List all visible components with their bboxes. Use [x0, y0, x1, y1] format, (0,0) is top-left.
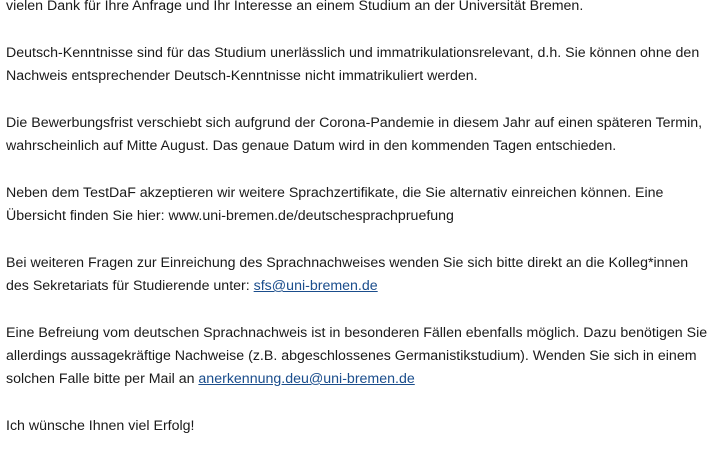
text-line: Ich wünsche Ihnen viel Erfolg! — [6, 418, 195, 434]
text-line: Die Bewerbungsfrist verschiebt sich aufgrund der Corona-Pandemie in diesem Jahr auf einen späteren Termin, — [6, 115, 703, 131]
paragraph-german-requirement — [6, 42, 708, 88]
paragraph-deadline — [6, 112, 708, 158]
text-segment: solchen Falle bitte per Mail an — [6, 371, 199, 387]
text-line: vielen Dank für Ihre Anfrage und Ihr Interesse an einem Studium an der Universität Bremen. — [6, 0, 584, 14]
paragraph-contact-secretariat — [6, 252, 708, 298]
text-segment: des Sekretariats für Studierende unter: — [6, 278, 254, 294]
email-link-sfs[interactable]: sfs@uni-bremen.de — [253, 278, 378, 294]
text-line: Deutsch-Kenntnisse sind für das Studium unerlässlich und immatrikulationsrelevant, d.h. Sie können ohne den — [6, 45, 700, 61]
text-line: Eine Befreiung vom deutschen Sprachnachweis ist in besonderen Fällen ebenfalls möglich. Dazu benötigen Sie — [6, 325, 708, 341]
paragraph-thanks — [6, 0, 708, 18]
text-line: allerdings aussagekräftige Nachweise (z.B. abgeschlossenes Germanistikstudium). Wenden Sie sich in einem — [6, 348, 697, 364]
text-line: Neben dem TestDaF akzeptieren wir weitere Sprachzertifikate, die Sie alternativ einreichen können. Eine — [6, 185, 664, 201]
text-line: Übersicht finden Sie hier: www.uni-bremen.de/deutschesprachpruefung — [6, 208, 454, 224]
text-line — [6, 275, 708, 298]
text-line: wahrscheinlich auf Mitte August. Das genaue Datum wird in den kommenden Tagen entschieden. — [6, 138, 617, 154]
email-link-anerkennung[interactable]: anerkennung.deu@uni-bremen.de — [198, 371, 415, 387]
paragraph-exemption — [6, 322, 708, 391]
paragraph-certificates — [6, 182, 708, 228]
paragraph-closing — [6, 415, 708, 438]
text-line — [6, 368, 708, 391]
text-line: Nachweis entsprechender Deutsch-Kenntnisse nicht immatrikuliert werden. — [6, 68, 478, 84]
text-line: Bei weiteren Fragen zur Einreichung des Sprachnachweises wenden Sie sich bitte direkt an die Kolleg*innen — [6, 255, 689, 271]
email-body — [6, 0, 708, 462]
